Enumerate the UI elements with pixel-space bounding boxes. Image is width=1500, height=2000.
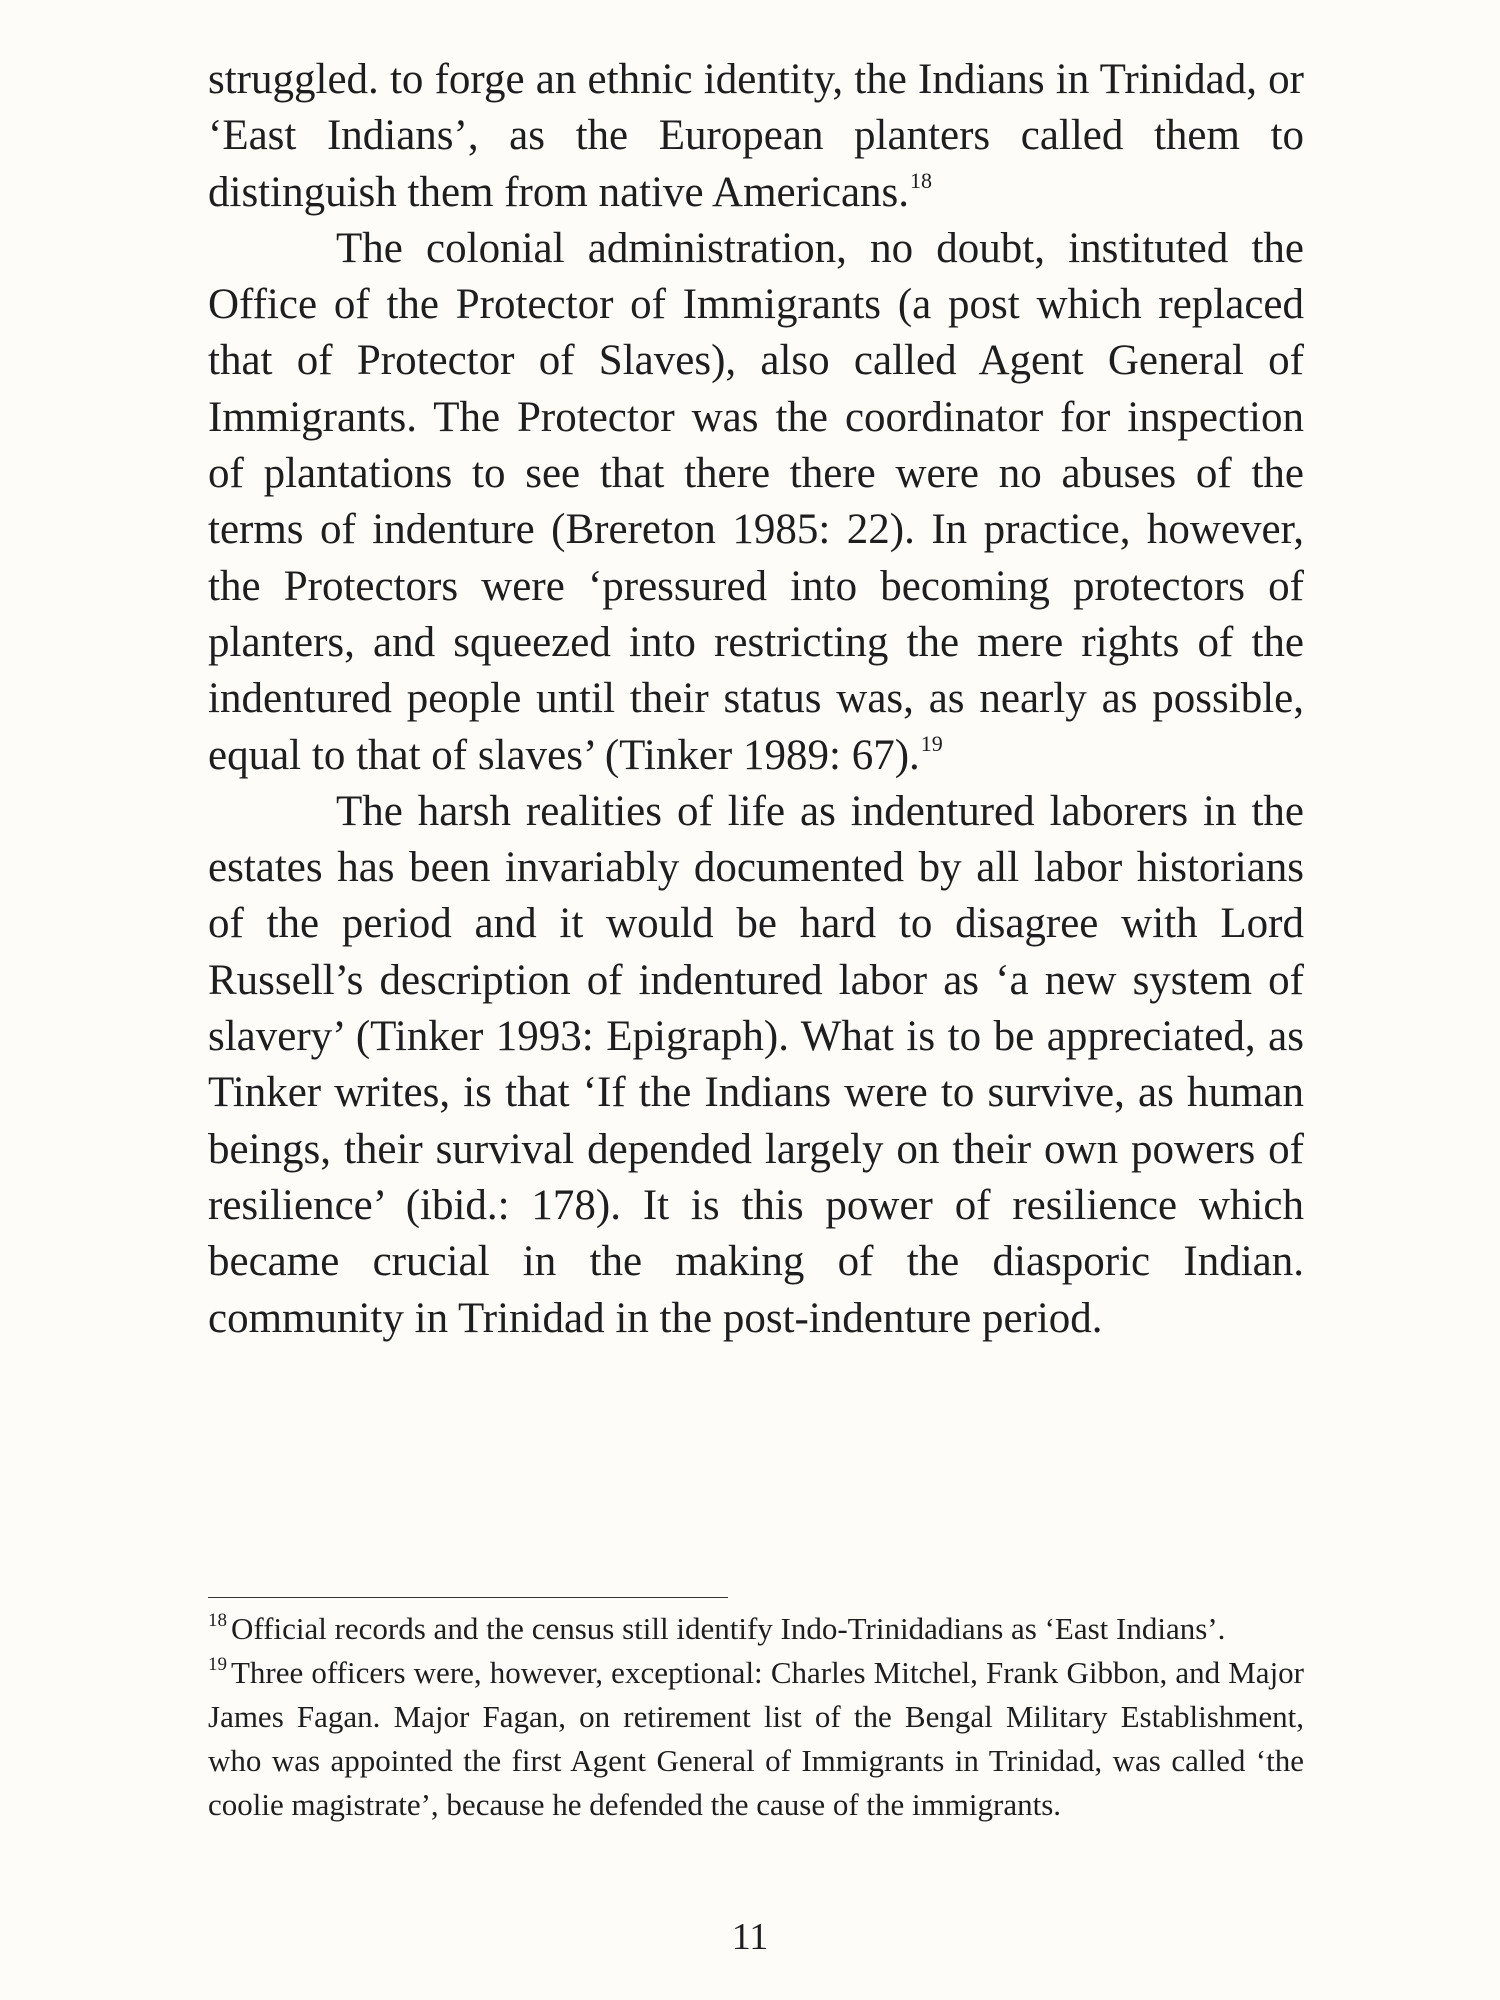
footnotes <box>208 1607 1304 1827</box>
footnote-18 <box>208 1607 1304 1651</box>
footnote-19-text: Three officers were, however, exceptional: Charles Mitchel, Frank Gibbon, and Major James Fagan. Major Fagan, on retirement list of the Bengal Military Establishment, who was appointed the first Agent General of Immigrants in Trinidad, was called ‘the coolie magistrate’, because he defended the cause of the immigrants. <box>208 1655 1304 1822</box>
footnote-ref-19: 19 <box>920 730 943 756</box>
footnote-ref-18: 18 <box>910 167 933 193</box>
footnote-19-number: 19 <box>208 1654 227 1675</box>
footnote-divider <box>208 1597 728 1598</box>
main-text <box>208 52 1304 1347</box>
paragraph-2-text: The colonial administration, no doubt, instituted the Office of the Protector of Immigrants (a post which replaced that of Protector of Slaves), also called Agent General of Immigrants. The Protector was the coordinator for inspection of plantations to see that there there were no abuses of the terms of indenture (Brereton 1985: 22). In practice, however, the Protectors were ‘pressured into becoming protectors of planters, and squeezed into restricting the mere rights of the indentured people until their status was, as nearly as possible, equal to that of slaves’ (Tinker 1989: 67). <box>208 224 1304 779</box>
footnote-19 <box>208 1651 1304 1827</box>
paragraph-3 <box>208 784 1304 1347</box>
paragraph-1 <box>208 52 1304 221</box>
footnote-18-number: 18 <box>208 1610 227 1631</box>
paragraph-2 <box>208 221 1304 784</box>
footnote-18-text: Official records and the census still identify Indo-Trinidadians as ‘East Indians’. <box>231 1611 1226 1646</box>
page-number: 11 <box>731 1916 769 1958</box>
paragraph-3-text: The harsh realities of life as indentured laborers in the estates has been invariably documented by all labor historians of the period and it would be hard to disagree with Lord Russell’s description of indentured labor as ‘a new system of slavery’ (Tinker 1993: Epigraph). What is to be appreciated, as Tinker writes, is that ‘If the Indians were to survive, as human beings, their survival depended largely on their own powers of resilience’ (ibid.: 178). It is this power of resilience which became crucial in the making of the diasporic Indian. community in Trinidad in the post-indenture period. <box>208 787 1304 1342</box>
paragraph-1-text: struggled. to forge an ethnic identity, the Indians in Trinidad, or ‘East Indians’, as the European planters called them to distinguish them from native Americans. <box>208 56 1304 216</box>
